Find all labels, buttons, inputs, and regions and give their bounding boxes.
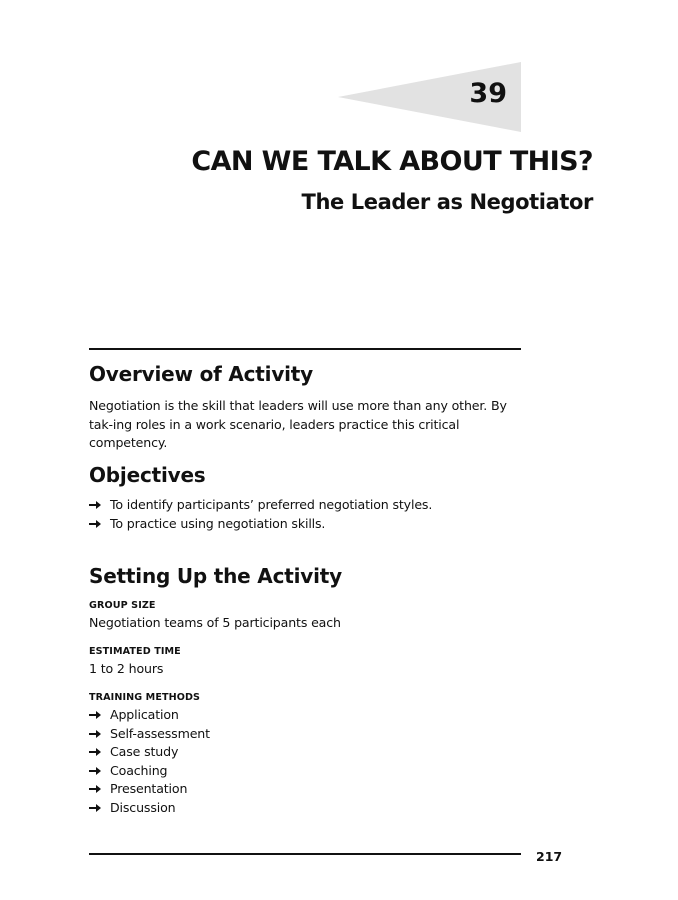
objective-text: To identify participants’ preferred negotiation styles.: [110, 497, 433, 512]
training-method-item: [89, 780, 210, 799]
objectives-heading: Objectives: [89, 463, 206, 487]
arrow-right-icon: [89, 519, 101, 529]
training-methods-label: TRAINING METHODS: [89, 692, 201, 703]
training-method-text: Discussion: [110, 799, 176, 815]
arrow-right-icon: [89, 729, 101, 739]
arrow-right-icon: [89, 747, 101, 757]
objective-item: [89, 515, 432, 534]
estimated-time-value: 1 to 2 hours: [89, 661, 164, 676]
page-number: 217: [536, 849, 563, 864]
overview-paragraph: Negotiation is the skill that leaders will use more than any other. By tak-ing roles in a work scenario, leaders practice this critical competency.: [89, 398, 507, 450]
training-method-text: Coaching: [110, 762, 168, 778]
training-method-text: Self-assessment: [110, 725, 210, 741]
setup-heading: Setting Up the Activity: [89, 564, 342, 588]
training-method-item: [89, 743, 210, 762]
footer-divider: [89, 853, 521, 855]
chapter-tab: [338, 62, 521, 132]
estimated-time-label: ESTIMATED TIME: [89, 646, 181, 657]
training-method-text: Case study: [110, 744, 179, 759]
chapter-title: CAN WE TALK ABOUT THIS?: [191, 146, 593, 177]
training-method-text: Application: [110, 707, 179, 722]
arrow-right-icon: [89, 766, 101, 776]
group-size-value: Negotiation teams of 5 participants each: [89, 615, 341, 630]
top-divider: [89, 348, 521, 350]
overview-heading: Overview of Activity: [89, 362, 314, 386]
training-method-item: [89, 725, 210, 744]
training-methods-list: [89, 706, 210, 817]
objective-text: To practice using negotiation skills.: [110, 515, 326, 531]
arrow-right-icon: [89, 710, 101, 720]
training-method-item: [89, 762, 210, 781]
training-method-item: [89, 706, 210, 725]
training-method-item: [89, 799, 210, 818]
arrow-right-icon: [89, 803, 101, 813]
arrow-right-icon: [89, 500, 101, 510]
group-size-label: GROUP SIZE: [89, 600, 156, 611]
objectives-list: [89, 496, 432, 533]
overview-text: [89, 397, 529, 453]
objective-item: [89, 496, 432, 515]
arrow-right-icon: [89, 784, 101, 794]
training-method-text: Presentation: [110, 781, 188, 796]
chapter-number: 39: [469, 78, 507, 109]
chapter-subtitle: The Leader as Negotiator: [301, 190, 593, 214]
